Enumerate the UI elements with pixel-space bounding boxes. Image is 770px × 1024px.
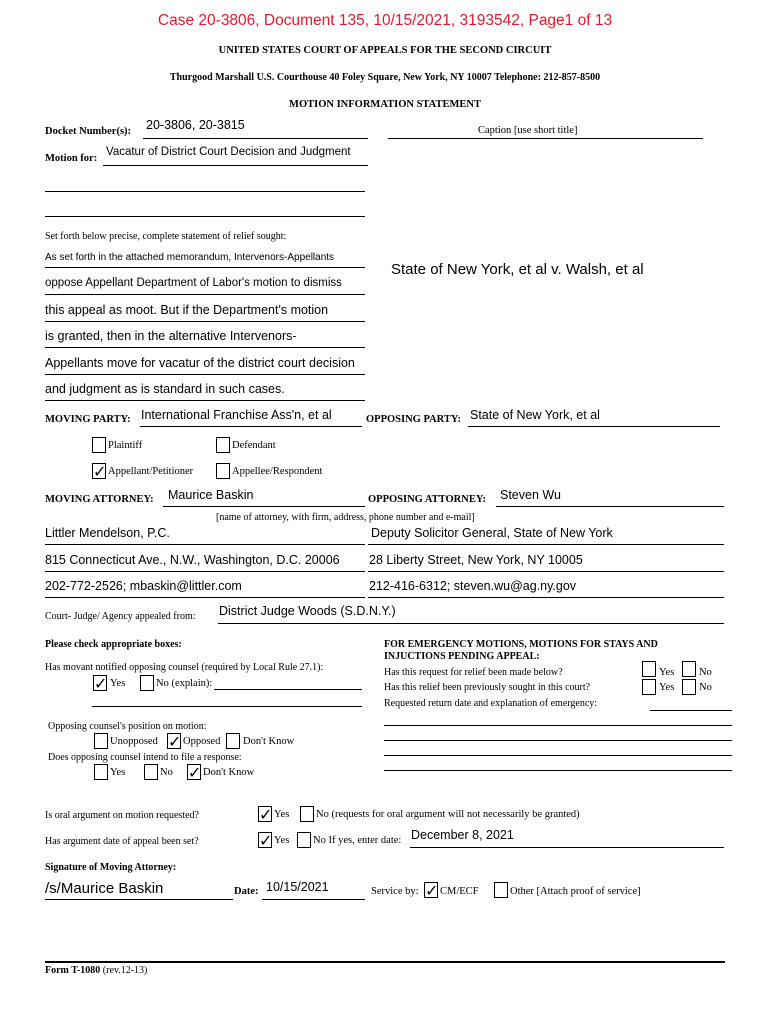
motion-for-label: Motion for: bbox=[45, 153, 98, 164]
plaintiff-checkbox[interactable] bbox=[92, 437, 106, 453]
emergency-q2-no-checkbox[interactable] bbox=[682, 679, 696, 695]
argument-date-question: Has argument date of appeal been set? bbox=[45, 836, 199, 847]
emergency-q2-yes-label: Yes bbox=[659, 682, 675, 693]
moving-attorney-label: MOVING ATTORNEY: bbox=[45, 494, 154, 505]
emergency-question-1: Has this request for relief been made below? bbox=[384, 667, 563, 678]
moving-attorney-line-1[interactable]: Littler Mendelson, P.C. bbox=[45, 526, 170, 540]
emergency-q2-yes-checkbox[interactable] bbox=[642, 679, 656, 695]
emergency-heading-2: INJUCTIONS PENDING APPEAL: bbox=[384, 651, 540, 662]
plaintiff-label: Plaintiff bbox=[108, 440, 143, 451]
response-question: Does opposing counsel intend to file a response: bbox=[48, 752, 242, 763]
response-dont-know-checkbox[interactable]: ✓ bbox=[188, 763, 202, 782]
response-yes-label: Yes bbox=[110, 767, 126, 778]
oral-yes-checkbox[interactable]: ✓ bbox=[259, 805, 273, 824]
moving-party-value[interactable]: International Franchise Ass'n, et al bbox=[141, 408, 332, 422]
opposing-party-label: OPPOSING PARTY: bbox=[366, 414, 462, 425]
form-title: MOTION INFORMATION STATEMENT bbox=[289, 99, 481, 110]
position-question: Opposing counsel's position on motion: bbox=[48, 721, 207, 732]
unopposed-checkbox[interactable] bbox=[94, 733, 108, 749]
response-dont-know-label: Don't Know bbox=[203, 767, 255, 778]
position-dont-know-checkbox[interactable] bbox=[226, 733, 240, 749]
relief-line-4[interactable]: is granted, then in the alternative Intervenors- bbox=[45, 329, 297, 343]
notified-no-checkbox[interactable] bbox=[140, 675, 154, 691]
motion-for-value[interactable]: Vacatur of District Court Decision and Judgment bbox=[106, 146, 351, 158]
form-number-label: Form T-1080 bbox=[45, 965, 101, 976]
signature-date-value[interactable]: 10/15/2021 bbox=[266, 880, 329, 894]
case-banner: Case 20-3806, Document 135, 10/15/2021, 3193542, Page1 of 13 bbox=[157, 12, 613, 29]
moving-attorney-name[interactable]: Maurice Baskin bbox=[168, 488, 254, 502]
moving-attorney-line-2[interactable]: 815 Connecticut Ave., N.W., Washington, D.C. 20006 bbox=[45, 553, 340, 567]
relief-label: Set forth below precise, complete statement of relief sought: bbox=[45, 231, 287, 242]
form-number bbox=[45, 965, 147, 976]
caption-value[interactable]: State of New York, et al v. Walsh, et al bbox=[391, 261, 644, 278]
moving-attorney-line-3[interactable]: 202-772-2526; mbaskin@littler.com bbox=[45, 579, 242, 593]
notified-yes-checkbox[interactable]: ✓ bbox=[94, 674, 108, 693]
oral-no-label: No (requests for oral argument will not necessarily be granted) bbox=[316, 809, 580, 820]
opposing-attorney-label: OPPOSING ATTORNEY: bbox=[368, 494, 486, 505]
relief-line-2[interactable]: oppose Appellant Department of Labor's motion to dismiss bbox=[45, 277, 342, 289]
relief-line-5[interactable]: Appellants move for vacatur of the district court decision bbox=[45, 356, 355, 370]
argument-date-yes-checkbox[interactable]: ✓ bbox=[259, 831, 273, 850]
opposing-attorney-line-1[interactable]: Deputy Solicitor General, State of New York bbox=[371, 526, 613, 540]
service-label: Service by: bbox=[371, 886, 419, 897]
appellant-label: Appellant/Petitioner bbox=[108, 466, 194, 477]
defendant-label: Defendant bbox=[232, 440, 276, 451]
court-judge-label: Court- Judge/ Agency appealed from: bbox=[45, 611, 196, 622]
appellee-label: Appellee/Respondent bbox=[232, 466, 323, 477]
relief-line-1[interactable]: As set forth in the attached memorandum, Intervenors-Appellants bbox=[45, 252, 335, 263]
relief-line-6[interactable]: and judgment as is standard in such cases. bbox=[45, 382, 285, 396]
opposed-checkbox[interactable]: ✓ bbox=[168, 732, 182, 751]
appellant-checkbox[interactable]: ✓ bbox=[93, 462, 107, 481]
appellee-checkbox[interactable] bbox=[216, 463, 230, 479]
signature-label: Signature of Moving Attorney: bbox=[45, 862, 177, 873]
emergency-heading-1: FOR EMERGENCY MOTIONS, MOTIONS FOR STAYS AND bbox=[384, 639, 658, 650]
cmecf-label: CM/ECF bbox=[440, 886, 479, 897]
other-service-label: Other [Attach proof of service] bbox=[510, 886, 641, 897]
opposing-party-value[interactable]: State of New York, et al bbox=[470, 408, 600, 422]
argument-date-yes-label: Yes bbox=[274, 835, 290, 846]
emergency-q1-yes-checkbox[interactable] bbox=[642, 661, 656, 677]
court-name: UNITED STATES COURT OF APPEALS FOR THE SECOND CIRCUIT bbox=[218, 45, 552, 56]
court-address: Thurgood Marshall U.S. Courthouse 40 Foley Square, New York, NY 10007 Telephone: 212-857-8500 bbox=[169, 72, 601, 83]
notified-no-label: No (explain): bbox=[156, 678, 213, 689]
check-boxes-heading: Please check appropriate boxes: bbox=[45, 639, 182, 650]
docket-number[interactable]: 20-3806, 20-3815 bbox=[146, 118, 245, 132]
moving-party-label: MOVING PARTY: bbox=[45, 414, 131, 425]
signature-date-label: Date: bbox=[234, 886, 259, 897]
emergency-q1-no-checkbox[interactable] bbox=[682, 661, 696, 677]
emergency-q2-no-label: No bbox=[699, 682, 712, 693]
emergency-question-2: Has this relief been previously sought in this court? bbox=[384, 682, 591, 693]
oral-argument-question: Is oral argument on motion requested? bbox=[45, 810, 199, 821]
oral-no-checkbox[interactable] bbox=[300, 806, 314, 822]
response-no-checkbox[interactable] bbox=[144, 764, 158, 780]
opposing-attorney-line-3[interactable]: 212-416-6312; steven.wu@ag.ny.gov bbox=[369, 579, 577, 593]
docket-label: Docket Number(s): bbox=[45, 126, 132, 137]
form-revision: (rev.12-13) bbox=[102, 965, 148, 976]
unopposed-label: Unopposed bbox=[110, 736, 158, 747]
defendant-checkbox[interactable] bbox=[216, 437, 230, 453]
opposing-attorney-line-2[interactable]: 28 Liberty Street, New York, NY 10005 bbox=[369, 553, 583, 567]
attorney-note: [name of attorney, with firm, address, phone number and e-mail] bbox=[216, 512, 475, 523]
caption-label: Caption [use short title] bbox=[478, 125, 578, 136]
emergency-q1-yes-label: Yes bbox=[659, 667, 675, 678]
signature-value[interactable]: /s/Maurice Baskin bbox=[45, 880, 164, 897]
response-no-label: No bbox=[160, 767, 173, 778]
cmecf-checkbox[interactable]: ✓ bbox=[425, 881, 439, 900]
oral-yes-label: Yes bbox=[274, 809, 290, 820]
court-judge-value[interactable]: District Judge Woods (S.D.N.Y.) bbox=[219, 604, 396, 618]
emergency-q1-no-label: No bbox=[699, 667, 712, 678]
notified-question: Has movant notified opposing counsel (required by Local Rule 27.1): bbox=[45, 662, 324, 673]
notified-yes-label: Yes bbox=[110, 678, 126, 689]
position-dont-know-label: Don't Know bbox=[243, 736, 295, 747]
relief-line-3[interactable]: this appeal as moot. But if the Department's motion bbox=[45, 303, 329, 317]
opposed-label: Opposed bbox=[183, 736, 221, 747]
response-yes-checkbox[interactable] bbox=[94, 764, 108, 780]
emergency-question-3: Requested return date and explanation of emergency: bbox=[384, 698, 598, 709]
argument-date-value[interactable]: December 8, 2021 bbox=[411, 828, 514, 842]
argument-date-no-label: No If yes, enter date: bbox=[313, 835, 402, 846]
opposing-attorney-name[interactable]: Steven Wu bbox=[500, 488, 561, 502]
other-service-checkbox[interactable] bbox=[494, 882, 508, 898]
argument-date-no-checkbox[interactable] bbox=[297, 832, 311, 848]
